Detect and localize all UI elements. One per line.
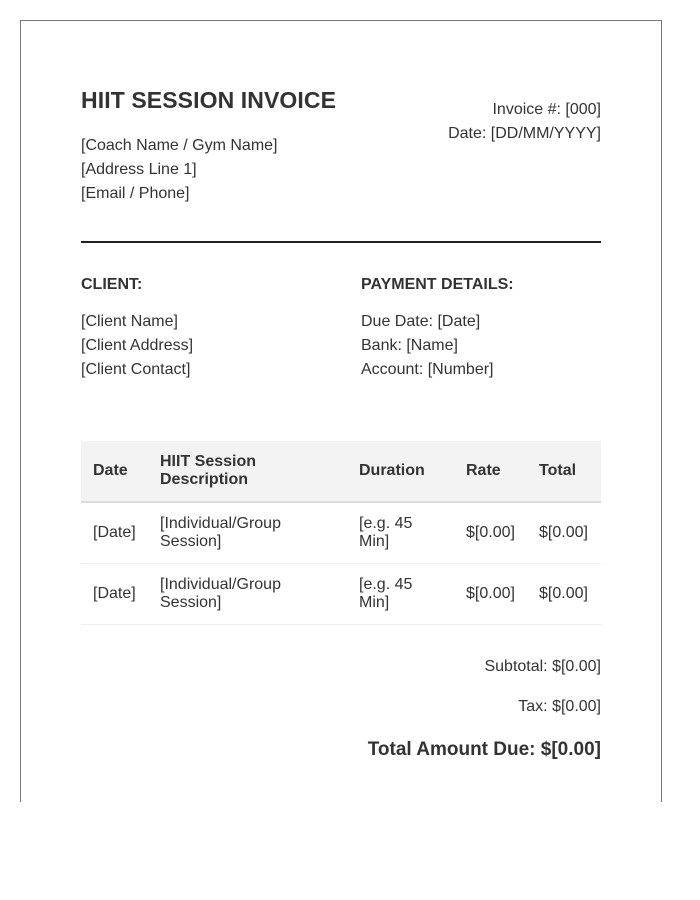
client-heading: CLIENT: [81,276,143,293]
sender-info [81,134,278,206]
cell-date: [Date] [81,502,148,563]
payment-details [361,310,601,382]
invoice-page [20,20,662,802]
subtotal: Subtotal: $[0.00] [484,658,601,675]
payment-due-date: Due Date: [Date] [361,313,481,330]
header-date: Date [93,462,128,479]
cell-duration: [e.g. 45 Min] [347,563,454,624]
table-header-row [81,441,601,502]
client-details [81,310,361,382]
table-row [81,502,601,563]
client-contact: [Client Contact] [81,361,191,378]
invoice-number: Invoice #: [000] [492,101,601,118]
header-description: HIIT Session Description [160,453,257,488]
header-duration: Duration [359,462,425,479]
client-name: [Client Name] [81,313,178,330]
client-address: [Client Address] [81,337,194,354]
header-total: Total [539,462,577,479]
payment-bank: Bank: [Name] [361,337,458,354]
invoice-title: HIIT SESSION INVOICE [81,87,337,113]
tax: Tax: $[0.00] [518,698,601,715]
table-header [81,441,601,502]
cell-total: $[0.00] [527,563,601,624]
payment-heading: PAYMENT DETAILS: [361,276,514,293]
sender-contact: [Email / Phone] [81,185,190,202]
payment-account: Account: [Number] [361,361,494,378]
header-divider [81,241,601,243]
cell-duration: [e.g. 45 Min] [347,502,454,563]
invoice-date: Date: [DD/MM/YYYY] [448,125,601,142]
totals-section [368,657,601,761]
cell-rate: $[0.00] [454,502,527,563]
client-section [81,276,361,382]
table-row [81,563,601,624]
header-rate: Rate [466,462,501,479]
line-items-table [81,441,601,625]
invoice-meta [448,98,601,146]
cell-date: [Date] [81,563,148,624]
sender-address: [Address Line 1] [81,161,197,178]
total-amount-due: Total Amount Due: $[0.00] [367,739,601,760]
sender-name: [Coach Name / Gym Name] [81,137,278,154]
table-body [81,502,601,624]
cell-description: [Individual/Group Session] [148,502,347,563]
payment-section [361,276,601,382]
cell-rate: $[0.00] [454,563,527,624]
cell-description: [Individual/Group Session] [148,563,347,624]
cell-total: $[0.00] [527,502,601,563]
